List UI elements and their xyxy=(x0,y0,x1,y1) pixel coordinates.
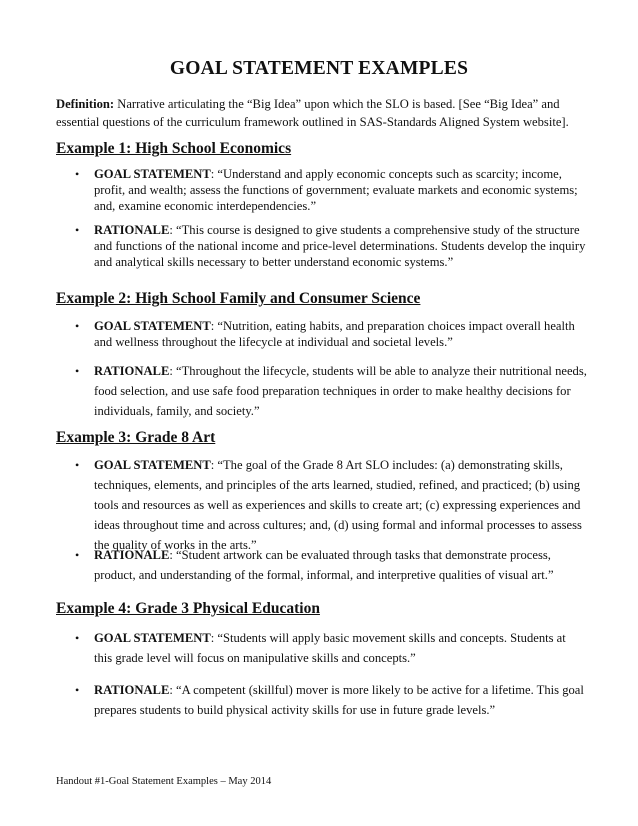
example-2-rationale: • RATIONALE: “Throughout the lifecycle, students will be able to analyze their nutritional needs, food selection, and use safe food preparation techniques in order to make healthy decisions for individuals, family, and society.” xyxy=(75,361,587,421)
definition-label: Definition: xyxy=(56,97,115,111)
goal-text: “Nutrition, eating habits, and preparation choices impact overall health and wellness throughout the lifecycle at individual and societal levels.” xyxy=(94,319,575,349)
rationale-label: RATIONALE xyxy=(94,223,170,237)
bullet-icon: • xyxy=(75,548,80,562)
example-3-rationale: • RATIONALE: “Student artwork can be evaluated through tasks that demonstrate process, product, and understanding of the formal, informal, and interpretive qualities of visual art.” xyxy=(75,545,587,585)
rationale-text: “This course is designed to give students a comprehensive study of the structure and functions of the national income and price-level determinations. Students develop the inquiry and analytical skills necessary to better understand economic systems.” xyxy=(94,223,586,269)
bullet-icon: • xyxy=(75,631,80,645)
page-footer: Handout #1-Goal Statement Examples – May 2014 xyxy=(56,776,272,787)
rationale-label: RATIONALE xyxy=(94,548,170,562)
definition-paragraph xyxy=(56,95,586,131)
rationale-label: RATIONALE xyxy=(94,364,170,378)
rationale-text: “Student artwork can be evaluated through tasks that demonstrate process, product, and understanding of the formal, informal, and interpretive qualities of visual art.” xyxy=(94,548,554,582)
rationale-text: “A competent (skillful) mover is more likely to be active for a lifetime. This goal prepares students to build physical activity skills for use in future grade levels.” xyxy=(94,683,584,717)
example-1-goal-statement: • GOAL STATEMENT: “Understand and apply economic concepts such as scarcity; income, profit, and wealth; assess the functions of government; evaluate markets and economic systems; and, examine economic interdependencies.” xyxy=(75,167,578,213)
example-1-heading: Example 1: High School Economics xyxy=(56,140,292,157)
bullet-icon: • xyxy=(75,683,80,697)
example-1-rationale: • RATIONALE: “This course is designed to give students a comprehensive study of the structure and functions of the national income and price-level determinations. Students develop the inquiry and analytical skills necessary to better understand economic systems.” xyxy=(75,223,586,269)
goal-text: “Understand and apply economic concepts such as scarcity; income, profit, and wealth; assess the functions of government; evaluate markets and economic systems; and, examine economic interdependencies.” xyxy=(94,167,578,213)
example-4-goal-statement: • GOAL STATEMENT: “Students will apply basic movement skills and concepts. Students at this grade level will focus on manipulative skills and concepts.” xyxy=(75,628,587,668)
bullet-icon: • xyxy=(75,364,80,378)
example-2-goal-statement: • GOAL STATEMENT: “Nutrition, eating habits, and preparation choices impact overall health and wellness throughout the lifecycle at individual and societal levels.” xyxy=(75,319,575,349)
goal-text: “Students will apply basic movement skills and concepts. Students at this grade level will focus on manipulative skills and concepts.” xyxy=(94,631,566,665)
goal-label: GOAL STATEMENT xyxy=(94,167,211,181)
definition-text: Narrative articulating the “Big Idea” upon which the SLO is based. [See “Big Idea” and essential questions of the curriculum framework outlined in SAS-Standards Aligned System website]. xyxy=(56,97,569,129)
bullet-icon: • xyxy=(75,458,80,472)
bullet-icon: • xyxy=(75,167,80,181)
rationale-label: RATIONALE xyxy=(94,683,170,697)
example-4-heading: Example 4: Grade 3 Physical Education xyxy=(56,600,320,617)
goal-label: GOAL STATEMENT xyxy=(94,631,211,645)
example-4-rationale: • RATIONALE: “A competent (skillful) mover is more likely to be active for a lifetime. This goal prepares students to build physical activity skills for use in future grade levels.” xyxy=(75,680,587,720)
example-3-heading: Example 3: Grade 8 Art xyxy=(56,429,216,446)
bullet-icon: • xyxy=(75,319,80,333)
page-title: GOAL STATEMENT EXAMPLES xyxy=(169,58,469,79)
goal-label: GOAL STATEMENT xyxy=(94,458,211,472)
rationale-text: “Throughout the lifecycle, students will be able to analyze their nutritional needs, food selection, and use safe food preparation techniques in order to make healthy decisions for individuals, family, and society.” xyxy=(94,364,587,418)
bullet-icon: • xyxy=(75,223,80,237)
example-3-goal-statement: • GOAL STATEMENT: “The goal of the Grade 8 Art SLO includes: (a) demonstrating skills, techniques, elements, and principles of the arts learned, studied, refined, and practiced; (b) using tools and resources as well as experiences and skills to create art; (c) expressing experiences and ideas throughout time and across cultures; and, (d) using formal and informal processes to assess the quality of works in the arts.” xyxy=(75,455,587,555)
goal-text: “The goal of the Grade 8 Art SLO includes: (a) demonstrating skills, techniques, elements, and principles of the arts learned, studied, refined, and practiced; (b) using tools and resources as well as experiences and skills to create art; (c) expressing experiences and ideas throughout time and across cultures; and, (d) using formal and informal processes to assess the quality of works in the arts.” xyxy=(94,458,582,552)
goal-label: GOAL STATEMENT xyxy=(94,319,211,333)
example-2-heading: Example 2: High School Family and Consumer Science xyxy=(56,290,421,307)
